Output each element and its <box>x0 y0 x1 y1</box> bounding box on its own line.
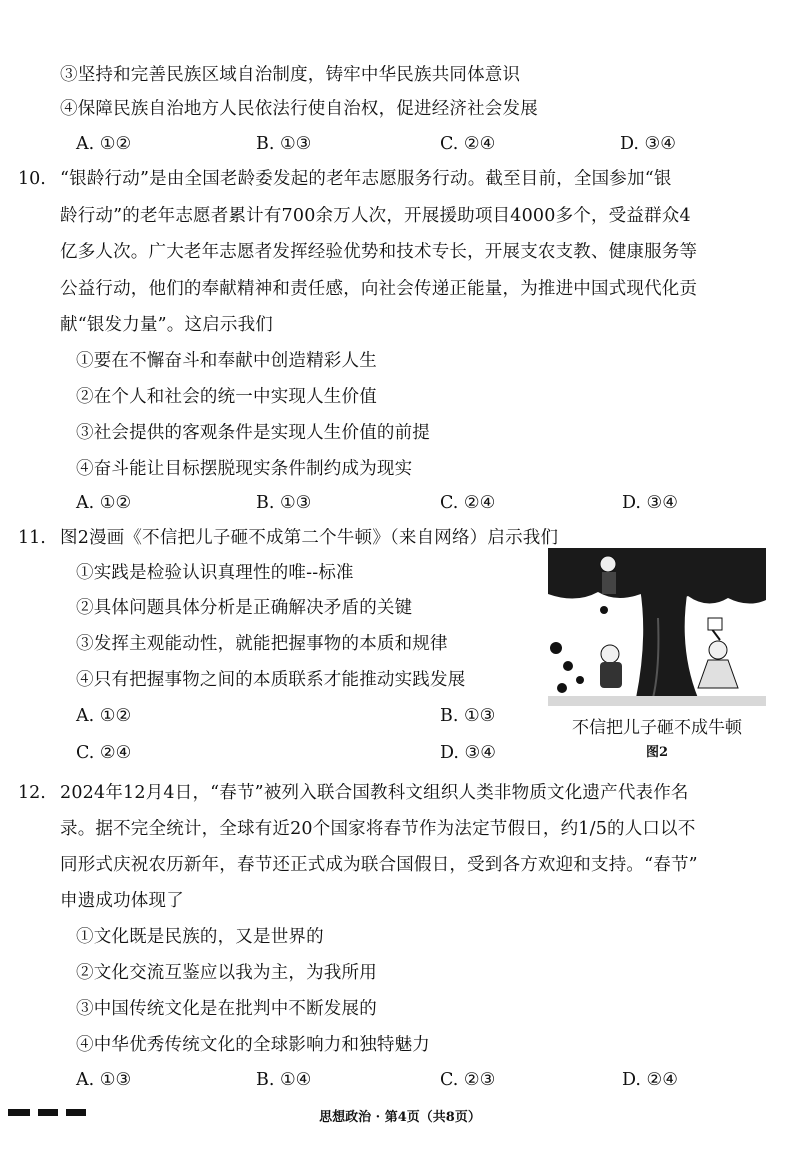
q12-statement-3: ③中国传统文化是在批判中不断发展的 <box>76 999 377 1019</box>
q11-stem: 图2漫画《不信把儿子砸不成第二个牛顿》（来自网络）启示我们 <box>60 528 559 548</box>
figure-caption: 不信把儿子砸不成牛顿 <box>572 718 742 738</box>
q10-statement-1: ①要在不懈奋斗和奉献中创造精彩人生 <box>76 351 377 371</box>
q10-option-b[interactable]: B. ①③ <box>256 493 312 513</box>
q12-statement-1: ①文化既是民族的，又是世界的 <box>76 927 324 947</box>
q10-stem-line: 公益行动，他们的奉献精神和责任感，向社会传递正能量，为推进中国式现代化贡 <box>60 279 698 299</box>
q10-stem-line: 献“银发力量”。这启示我们 <box>60 315 273 335</box>
q12-option-a[interactable]: A. ①③ <box>76 1070 132 1090</box>
page-footer: 思想政治 · 第4页（共8页） <box>319 1110 481 1125</box>
q11-statement-4: ④只有把握事物之间的本质联系才能推动实践发展 <box>76 670 466 690</box>
q9-statement-3: ③坚持和完善民族区域自治制度，铸牢中华民族共同体意识 <box>60 65 521 85</box>
q12-stem-line: 录。据不完全统计，全球有近20个国家将春节作为法定节假日，约1/5的人口以不 <box>60 819 696 839</box>
q12-option-c[interactable]: C. ②③ <box>440 1070 496 1090</box>
cartoon-illustration <box>548 548 766 706</box>
q11-option-d[interactable]: D. ③④ <box>440 743 496 763</box>
q11-option-c[interactable]: C. ②④ <box>76 743 132 763</box>
q12-stem-line: 申遗成功体现了 <box>60 891 184 911</box>
q10-stem-line: 亿多人次。广大老年志愿者发挥经验优势和技术专长，开展支农支教、健康服务等 <box>60 242 698 262</box>
q9-option-a[interactable]: A. ①② <box>76 134 132 154</box>
cartoon-figure <box>548 548 766 706</box>
q10-stem-line: “银龄行动”是由全国老龄委发起的老年志愿服务行动。截至目前，全国参加“银 <box>60 169 672 189</box>
q11-statement-2: ②具体问题具体分析是正确解决矛盾的关键 <box>76 598 413 618</box>
q11-option-a[interactable]: A. ①② <box>76 706 132 726</box>
q12-stem-line: 2024年12月4日，“春节”被列入联合国教科文组织人类非物质文化遗产代表作名 <box>60 783 689 803</box>
figure-label: 图2 <box>645 745 669 760</box>
q12-statement-2: ②文化交流互鉴应以我为主，为我所用 <box>76 963 377 983</box>
q10-stem-line: 龄行动”的老年志愿者累计有700余万人次，开展援助项目4000多个，受益群众4 <box>60 206 691 226</box>
q10-option-d[interactable]: D. ③④ <box>622 493 678 513</box>
q12-stem-line: 同形式庆祝农历新年，春节还正式成为联合国假日，受到各方欢迎和支持。“春节” <box>60 855 698 875</box>
q9-option-b[interactable]: B. ①③ <box>256 134 312 154</box>
q11-statement-3: ③发挥主观能动性，就能把握事物的本质和规律 <box>76 634 448 654</box>
q11-option-b[interactable]: B. ①③ <box>440 706 496 726</box>
q9-option-c[interactable]: C. ②④ <box>440 134 496 154</box>
q12-option-d[interactable]: D. ②④ <box>622 1070 678 1090</box>
q9-statement-4: ④保障民族自治地方人民依法行使自治权，促进经济社会发展 <box>60 99 538 119</box>
q10-statement-3: ③社会提供的客观条件是实现人生价值的前提 <box>76 423 430 443</box>
q10-statement-2: ②在个人和社会的统一中实现人生价值 <box>76 387 377 407</box>
q12-number: 12. <box>18 783 46 803</box>
q10-statement-4: ④奋斗能让目标摆脱现实条件制约成为现实 <box>76 459 413 479</box>
q12-statement-4: ④中华优秀传统文化的全球影响力和独特魅力 <box>76 1035 430 1055</box>
q10-number: 10. <box>18 169 46 189</box>
q10-option-a[interactable]: A. ①② <box>76 493 132 513</box>
q12-option-b[interactable]: B. ①④ <box>256 1070 312 1090</box>
q10-option-c[interactable]: C. ②④ <box>440 493 496 513</box>
q11-statement-1: ①实践是检验认识真理性的唯--标准 <box>76 563 354 583</box>
q9-option-d[interactable]: D. ③④ <box>620 134 676 154</box>
q11-number: 11. <box>18 528 46 548</box>
